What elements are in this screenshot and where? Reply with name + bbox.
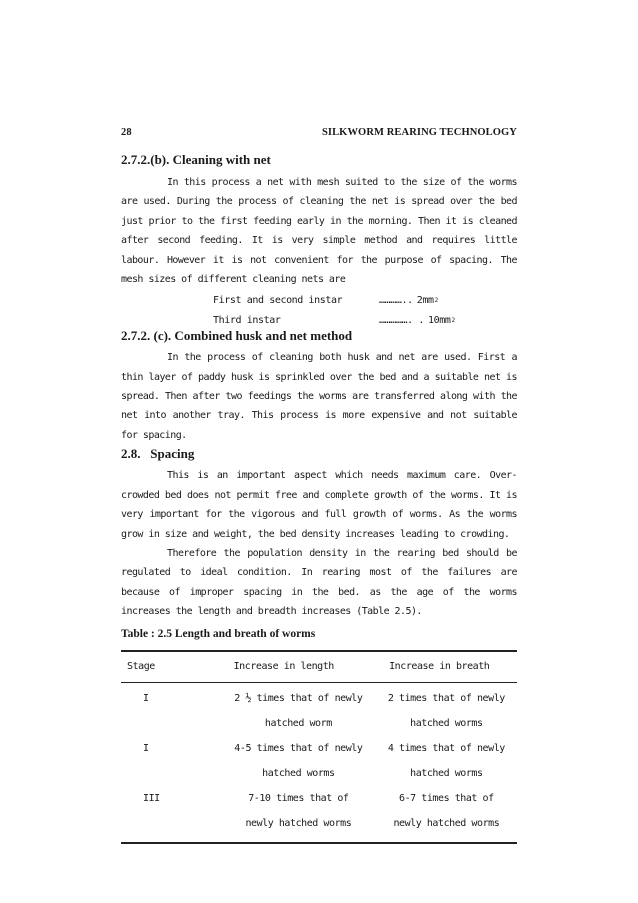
table-cell: newly hatched worms xyxy=(245,817,352,829)
table-cell xyxy=(121,711,221,736)
column-header-stage: Stage xyxy=(127,661,155,673)
table-cell xyxy=(121,761,221,786)
table-cell: newly hatched worms xyxy=(393,817,500,829)
mesh-size-value: 10mm xyxy=(427,314,451,326)
mesh-size-unit-exponent: 2 xyxy=(434,297,438,305)
mesh-size-value: 2mm xyxy=(416,295,434,307)
table-cell: 4-5 times that of newly xyxy=(234,742,363,754)
table-cell: I xyxy=(143,692,149,704)
worm-growth-table xyxy=(121,652,517,682)
section-heading-spacing: 2.8. Spacing xyxy=(121,446,195,462)
table-header-row xyxy=(121,652,517,682)
table-cell: 2 ½ times that of newly xyxy=(234,692,363,704)
table-row xyxy=(121,686,517,711)
table-cell: III xyxy=(143,792,160,804)
table-cell: hatched worms xyxy=(262,767,335,779)
running-title: SILKWORM REARING TECHNOLOGY xyxy=(321,127,517,138)
page-number: 28 xyxy=(121,127,132,138)
table-cell xyxy=(121,811,221,836)
running-header xyxy=(121,127,517,138)
mesh-size-dots: ……………. . xyxy=(379,314,424,326)
table-row xyxy=(121,761,517,786)
table-cell: hatched worm xyxy=(264,717,332,729)
table-bottom-rule xyxy=(121,842,517,844)
column-header-breath: Increase in breath xyxy=(389,661,490,673)
worm-growth-table-body xyxy=(121,686,517,836)
mesh-size-row xyxy=(121,291,517,310)
mesh-size-unit-exponent: 2 xyxy=(451,316,455,324)
mesh-size-dots: ………….. xyxy=(379,295,413,307)
mesh-size-label: First and second instar xyxy=(213,295,343,307)
table-header-rule xyxy=(121,682,517,683)
table-cell: 2 times that of newly xyxy=(387,692,505,704)
table-row xyxy=(121,736,517,761)
section-heading-combined-method: 2.7.2. (c). Combined husk and net method xyxy=(121,328,353,344)
column-header-length: Increase in length xyxy=(233,661,334,673)
combined-method-paragraph: In the process of cleaning both husk and net are used. First a thin layer of paddy husk is sprinkled over the bed and a suitable net is spread. Then after two feedings the worms are transferred along with the net into another tray. This process is more expensive and not suitable for spacing. xyxy=(121,352,517,441)
table-row xyxy=(121,786,517,811)
cleaning-net-paragraph: In this process a net with mesh suited to the size of the worms are used. During the process of cleaning the net is spread over the bed just prior to the first feeding early in the morning. Then it is cleaned after second feeding. It is very simple method and requires little labour. However it is not convenient for the purpose of spacing. The mesh sizes of different cleaning nets are xyxy=(121,177,517,286)
table-row xyxy=(121,811,517,836)
spacing-paragraph-2: Therefore the population density in the rearing bed should be regulated to ideal condition. In rearing most of the failures are because of improper spacing in the bed. as the age of the worms increases the length and breadth increases (Table 2.5). xyxy=(121,547,517,618)
table-cell: 6-7 times that of xyxy=(399,792,494,804)
mesh-size-label: Third instar xyxy=(213,314,281,326)
table-cell: I xyxy=(143,742,149,754)
table-cell: hatched worms xyxy=(410,717,483,729)
table-cell: 7-10 times that of xyxy=(248,792,349,804)
table-cell: hatched worms xyxy=(410,767,483,779)
section-heading-cleaning-with-net: 2.7.2.(b). Cleaning with net xyxy=(121,152,271,167)
table-row xyxy=(121,711,517,736)
document-page xyxy=(121,127,517,844)
table-cell: 4 times that of newly xyxy=(387,742,505,754)
table-caption: Table : 2.5 Length and breath of worms xyxy=(121,627,316,640)
spacing-paragraph-1: This is an important aspect which needs maximum care. Over-crowded bed does not permit free and complete growth of the worms. It is very important for the vigorous and full growth of worms. As the worms grow in size and weight, the bed density increases leading to crowding. xyxy=(121,470,517,540)
